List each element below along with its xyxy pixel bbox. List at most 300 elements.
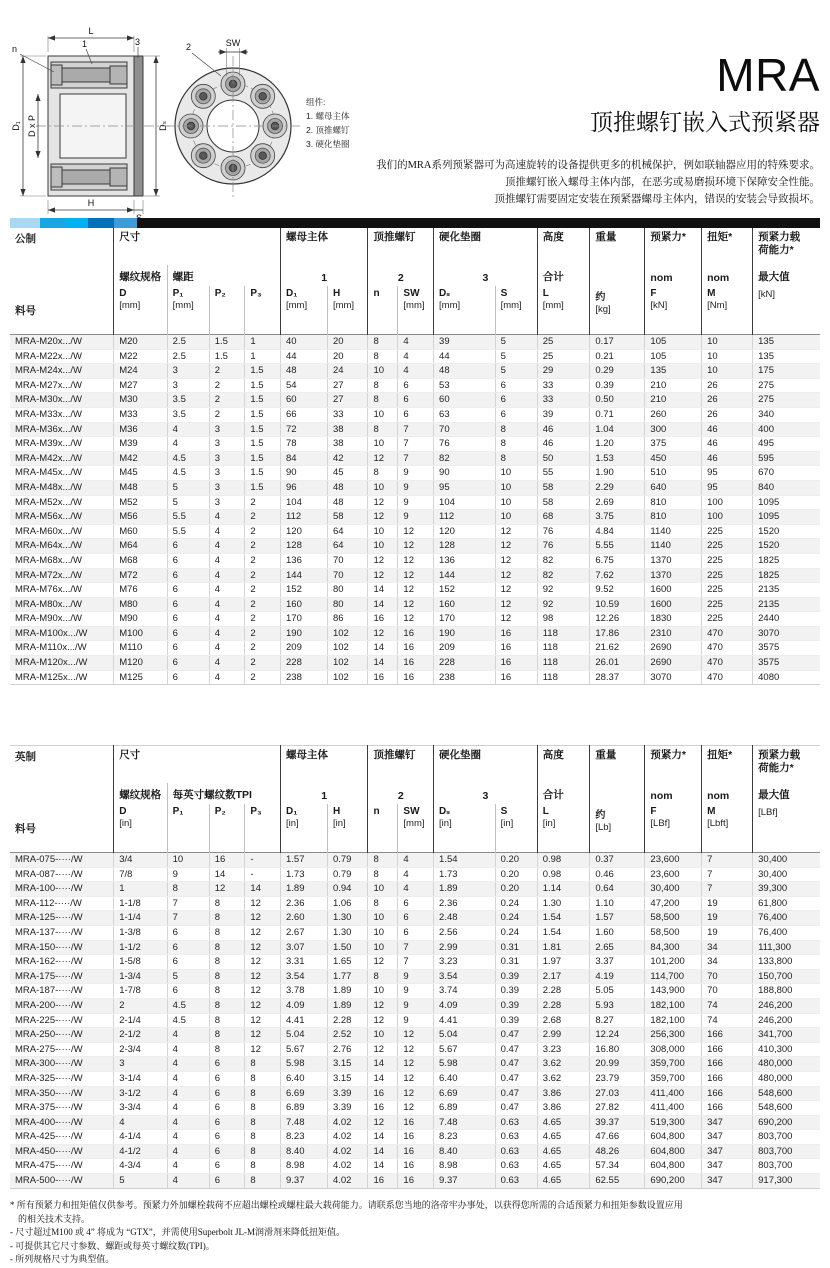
spec-value-cell: 246,200 <box>753 1013 820 1028</box>
spec-value-cell: 1.5 <box>245 422 281 437</box>
spec-value-cell: 238 <box>281 670 328 685</box>
spec-value-cell: 58 <box>537 480 590 495</box>
spec-value-cell: 10 <box>702 349 753 364</box>
spec-value-cell: 12 <box>398 1028 434 1043</box>
spec-value-cell: 112 <box>434 510 496 525</box>
imperial-table-section <box>10 745 820 1189</box>
spec-value-cell: 604,800 <box>645 1130 702 1145</box>
spec-value-cell: 101,200 <box>645 955 702 970</box>
table-row <box>10 1144 820 1159</box>
spec-value-cell: 2.48 <box>434 911 496 926</box>
spec-value-cell: 16 <box>398 1115 434 1130</box>
spec-value-cell: M52 <box>114 495 167 510</box>
accent-bar-segment <box>88 218 114 228</box>
spec-value-cell: 100 <box>702 495 753 510</box>
spec-value-cell: 5 <box>167 495 209 510</box>
spec-value-cell: 4 <box>209 656 245 671</box>
system-label-cell <box>10 746 114 853</box>
spec-value-cell: 5 <box>114 1174 167 1189</box>
spec-value-cell: 95 <box>702 466 753 481</box>
spec-value-cell: 39.37 <box>590 1115 645 1130</box>
spec-value-cell: 347 <box>702 1174 753 1189</box>
legend-title: 组件: <box>306 97 326 107</box>
accent-bar-segment <box>66 218 88 228</box>
spec-value-cell: 44 <box>434 349 496 364</box>
spec-value-cell: 48 <box>327 480 367 495</box>
spec-value-cell: 3.75 <box>590 510 645 525</box>
spec-value-cell: 2.67 <box>281 925 328 940</box>
spec-value-cell: 0.20 <box>495 882 537 897</box>
spec-value-cell: 0.21 <box>590 349 645 364</box>
spec-value-cell: 8.98 <box>434 1159 496 1174</box>
column-header: P₂ <box>209 804 245 853</box>
spec-value-cell: 480,000 <box>753 1071 820 1086</box>
description-line: 顶推螺钉需要固定安装在预紧器螺母主体内，错误的安装会导致损坏。 <box>494 193 820 205</box>
part-number-cell: MRA-112-····/W <box>10 896 114 911</box>
spec-value-cell: 34 <box>702 940 753 955</box>
part-number-cell: MRA-M45x.../W <box>10 466 114 481</box>
spec-value-cell: 58,500 <box>645 925 702 940</box>
spec-value-cell: 190 <box>434 626 496 641</box>
spec-value-cell: 188,800 <box>753 984 820 999</box>
table-row <box>10 524 820 539</box>
spec-value-cell: 33 <box>537 378 590 393</box>
spec-value-cell: 0.47 <box>495 1057 537 1072</box>
part-number-cell: MRA-M110x.../W <box>10 641 114 656</box>
spec-value-cell: 6.89 <box>434 1101 496 1116</box>
spec-value-cell: 6 <box>398 911 434 926</box>
spec-value-cell: 1095 <box>753 510 820 525</box>
spec-value-cell: 2 <box>245 553 281 568</box>
spec-value-cell: 0.63 <box>495 1159 537 1174</box>
part-number-cell: MRA-125-····/W <box>10 911 114 926</box>
footnote-line: - 所列规格尺寸为典型值。 <box>10 1254 115 1264</box>
spec-value-cell: 2.60 <box>281 911 328 926</box>
spec-value-cell: 114,700 <box>645 969 702 984</box>
spec-value-cell: 20.99 <box>590 1057 645 1072</box>
spec-value-cell: 90 <box>281 466 328 481</box>
column-group-header: 预紧力载 荷能力* <box>753 746 820 784</box>
spec-value-cell: 3 <box>167 378 209 393</box>
spec-value-cell: 39,300 <box>753 882 820 897</box>
spec-value-cell: 74 <box>702 1013 753 1028</box>
column-group-header: 高度 <box>537 228 590 265</box>
footnotes <box>10 1199 824 1267</box>
spec-value-cell: 2.69 <box>590 495 645 510</box>
spec-value-cell: 16 <box>368 1174 398 1189</box>
table-row <box>10 1042 820 1057</box>
spec-value-cell: 8 <box>245 1115 281 1130</box>
spec-value-cell: 12 <box>209 882 245 897</box>
column-subheader <box>590 783 645 804</box>
spec-value-cell: 604,800 <box>645 1144 702 1159</box>
spec-value-cell: 5.04 <box>281 1028 328 1043</box>
column-subheader <box>590 265 645 286</box>
spec-value-cell: 470 <box>702 626 753 641</box>
spec-value-cell: 2.29 <box>590 480 645 495</box>
spec-value-cell: 640 <box>645 480 702 495</box>
column-subheader: 最大值 <box>753 783 820 804</box>
spec-value-cell: 495 <box>753 437 820 452</box>
spec-value-cell: 10 <box>368 539 398 554</box>
legend-item: 1. 螺母主体 <box>306 111 350 122</box>
spec-value-cell: 20 <box>327 335 367 350</box>
spec-value-cell: 4.02 <box>327 1159 367 1174</box>
spec-value-cell: 3 <box>209 451 245 466</box>
spec-value-cell: 5 <box>495 364 537 379</box>
spec-value-cell: 34 <box>702 955 753 970</box>
spec-value-cell: 4 <box>167 422 209 437</box>
spec-value-cell: 12 <box>495 583 537 598</box>
spec-value-cell: 2690 <box>645 656 702 671</box>
spec-value-cell: 8.27 <box>590 1013 645 1028</box>
table-row <box>10 626 820 641</box>
spec-value-cell: 166 <box>702 1028 753 1043</box>
spec-value-cell: 0.31 <box>495 940 537 955</box>
table-row <box>10 393 820 408</box>
spec-value-cell: 0.24 <box>495 911 537 926</box>
spec-value-cell: 0.47 <box>495 1071 537 1086</box>
column-group-header: 顶推螺钉 <box>368 746 434 784</box>
column-group-header: 硬化垫圈 <box>434 746 538 784</box>
drawing-legend <box>306 95 349 151</box>
column-header: M [Lbft] <box>702 804 753 853</box>
spec-value-cell: 2.99 <box>434 940 496 955</box>
part-number-cell: MRA-M56x.../W <box>10 510 114 525</box>
spec-value-cell: 5.98 <box>434 1057 496 1072</box>
column-header: n <box>368 804 398 853</box>
spec-value-cell: 3.78 <box>281 984 328 999</box>
spec-value-cell: 1-1/4 <box>114 911 167 926</box>
spec-value-cell: M90 <box>114 612 167 627</box>
spec-value-cell: 0.79 <box>327 867 367 882</box>
spec-value-cell: 3.15 <box>327 1057 367 1072</box>
title-block <box>590 49 820 137</box>
table-row <box>10 597 820 612</box>
part-number-cell: MRA-250-····/W <box>10 1028 114 1043</box>
part-number-cell: MRA-275-····/W <box>10 1042 114 1057</box>
spec-value-cell: 410,300 <box>753 1042 820 1057</box>
spec-value-cell: 14 <box>368 1130 398 1145</box>
spec-value-cell: 1.5 <box>245 437 281 452</box>
part-number-cell: MRA-425-····/W <box>10 1130 114 1145</box>
spec-value-cell: M110 <box>114 641 167 656</box>
spec-value-cell: 70 <box>327 568 367 583</box>
spec-value-cell: 6 <box>209 1174 245 1189</box>
spec-value-cell: 9 <box>398 998 434 1013</box>
spec-value-cell: 1.73 <box>281 867 328 882</box>
table-row <box>10 940 820 955</box>
spec-value-cell: 0.79 <box>327 853 367 868</box>
spec-value-cell: 10 <box>368 940 398 955</box>
spec-value-cell: M45 <box>114 466 167 481</box>
spec-value-cell: 78 <box>281 437 328 452</box>
spec-value-cell: 2 <box>245 626 281 641</box>
table-row <box>10 925 820 940</box>
spec-value-cell: 16 <box>495 670 537 685</box>
spec-value-cell: 10 <box>167 853 209 868</box>
spec-value-cell: 7 <box>167 911 209 926</box>
spec-value-cell: 0.64 <box>590 882 645 897</box>
spec-value-cell: 275 <box>753 378 820 393</box>
column-header: [LBf] <box>753 804 820 853</box>
spec-value-cell: 8 <box>209 955 245 970</box>
spec-value-cell: 48 <box>327 495 367 510</box>
spec-value-cell: 8 <box>368 896 398 911</box>
spec-value-cell: 9 <box>398 969 434 984</box>
spec-value-cell: 8 <box>245 1159 281 1174</box>
part-number-cell: MRA-M22x.../W <box>10 349 114 364</box>
spec-value-cell: 26 <box>702 407 753 422</box>
spec-value-cell: 0.24 <box>495 925 537 940</box>
spec-value-cell: 48.26 <box>590 1144 645 1159</box>
part-number-cell: MRA-500-····/W <box>10 1174 114 1189</box>
column-subheader: nom <box>645 265 702 286</box>
metric-table-section <box>10 218 820 685</box>
spec-value-cell: 84 <box>281 451 328 466</box>
table-row <box>10 466 820 481</box>
table-row <box>10 641 820 656</box>
spec-value-cell: 12 <box>245 940 281 955</box>
spec-value-cell: 2 <box>114 998 167 1013</box>
spec-value-cell: 10 <box>368 984 398 999</box>
spec-value-cell: 72 <box>281 422 328 437</box>
table-row <box>10 670 820 685</box>
spec-value-cell: 4 <box>167 1115 209 1130</box>
spec-value-cell: 14 <box>368 1144 398 1159</box>
spec-value-cell: 210 <box>645 393 702 408</box>
spec-value-cell: 170 <box>281 612 328 627</box>
spec-value-cell: M48 <box>114 480 167 495</box>
spec-value-cell: 3575 <box>753 656 820 671</box>
spec-table-imperial <box>10 745 820 1189</box>
spec-value-cell: 166 <box>702 1057 753 1072</box>
spec-value-cell: 6 <box>209 1159 245 1174</box>
part-number-cell: MRA-M68x.../W <box>10 553 114 568</box>
spec-value-cell: 3.54 <box>434 969 496 984</box>
spec-value-cell: 347 <box>702 1130 753 1145</box>
spec-value-cell: 118 <box>537 641 590 656</box>
part-number-cell: MRA-M30x.../W <box>10 393 114 408</box>
spec-value-cell: 6 <box>167 612 209 627</box>
spec-value-cell: 118 <box>537 626 590 641</box>
spec-value-cell: 6 <box>167 670 209 685</box>
spec-value-cell: 46 <box>537 422 590 437</box>
spec-value-cell: 9.37 <box>434 1174 496 1189</box>
spec-value-cell: 46 <box>537 437 590 452</box>
spec-value-cell: 1600 <box>645 583 702 598</box>
column-subheader: 螺距 <box>167 265 280 286</box>
spec-value-cell: 3 <box>209 480 245 495</box>
spec-value-cell: 2 <box>245 510 281 525</box>
spec-value-cell: 12 <box>245 984 281 999</box>
spec-value-cell: 76 <box>537 539 590 554</box>
spec-value-cell: 6 <box>209 1115 245 1130</box>
spec-value-cell: 2440 <box>753 612 820 627</box>
table-row <box>10 480 820 495</box>
spec-value-cell: 16 <box>368 670 398 685</box>
spec-value-cell: 30,400 <box>753 867 820 882</box>
spec-value-cell: 150,700 <box>753 969 820 984</box>
table-row <box>10 568 820 583</box>
spec-value-cell: 347 <box>702 1159 753 1174</box>
spec-value-cell: 10 <box>495 466 537 481</box>
spec-value-cell: M36 <box>114 422 167 437</box>
table-row <box>10 612 820 627</box>
spec-value-cell: 96 <box>281 480 328 495</box>
spec-value-cell: 1.54 <box>537 925 590 940</box>
column-group-header: 扭矩* <box>702 746 753 784</box>
spec-value-cell: 16 <box>398 641 434 656</box>
spec-value-cell: 4.19 <box>590 969 645 984</box>
column-group-header: 顶推螺钉 <box>368 228 434 265</box>
column-group-header: 硬化垫圈 <box>434 228 538 265</box>
column-header: S [mm] <box>495 286 537 335</box>
spec-value-cell: 6.40 <box>434 1071 496 1086</box>
spec-value-cell: 803,700 <box>753 1159 820 1174</box>
spec-value-cell: 480,000 <box>753 1057 820 1072</box>
spec-value-cell: 2.68 <box>537 1013 590 1028</box>
spec-value-cell: 10 <box>495 480 537 495</box>
spec-value-cell: 23,600 <box>645 867 702 882</box>
spec-value-cell: 9 <box>398 466 434 481</box>
spec-value-cell: 2690 <box>645 641 702 656</box>
spec-value-cell: 4.5 <box>167 1013 209 1028</box>
spec-value-cell: 21.62 <box>590 641 645 656</box>
spec-value-cell: 95 <box>702 480 753 495</box>
spec-value-cell: 260 <box>645 407 702 422</box>
spec-value-cell: 3.23 <box>537 1042 590 1057</box>
spec-value-cell: M68 <box>114 553 167 568</box>
spec-value-cell: 58 <box>327 510 367 525</box>
part-number-cell: MRA-350-····/W <box>10 1086 114 1101</box>
spec-value-cell: 76 <box>434 437 496 452</box>
spec-value-cell: 27 <box>327 378 367 393</box>
spec-value-cell: 8 <box>167 882 209 897</box>
spec-value-cell: 6 <box>398 378 434 393</box>
spec-value-cell: 8 <box>209 896 245 911</box>
spec-value-cell: 225 <box>702 597 753 612</box>
spec-value-cell: 6 <box>209 1130 245 1145</box>
spec-value-cell: 27 <box>327 393 367 408</box>
spec-value-cell: 42 <box>327 451 367 466</box>
spec-value-cell: 3.07 <box>281 940 328 955</box>
spec-value-cell: 1.06 <box>327 896 367 911</box>
spec-value-cell: 6 <box>167 597 209 612</box>
column-header: 约 [kg] <box>590 286 645 335</box>
spec-value-cell: 12 <box>398 539 434 554</box>
spec-value-cell: 7 <box>398 940 434 955</box>
spec-value-cell: 3.23 <box>434 955 496 970</box>
spec-value-cell: 0.46 <box>590 867 645 882</box>
spec-value-cell: 3070 <box>645 670 702 685</box>
spec-value-cell: 48 <box>281 364 328 379</box>
column-header: L [mm] <box>537 286 590 335</box>
spec-value-cell: 1.53 <box>590 451 645 466</box>
spec-value-cell: 519,300 <box>645 1115 702 1130</box>
spec-value-cell: 14 <box>368 641 398 656</box>
spec-value-cell: 12 <box>495 612 537 627</box>
spec-value-cell: 1370 <box>645 568 702 583</box>
spec-value-cell: 5.04 <box>434 1028 496 1043</box>
spec-value-cell: 12 <box>495 597 537 612</box>
spec-value-cell: 3/4 <box>114 853 167 868</box>
spec-value-cell: 62.55 <box>590 1174 645 1189</box>
spec-value-cell: 16 <box>398 1159 434 1174</box>
spec-value-cell: 10 <box>368 480 398 495</box>
part-number-column-label: 料号 <box>15 305 36 317</box>
spec-value-cell: 76 <box>537 524 590 539</box>
column-header: [kN] <box>753 286 820 335</box>
spec-value-cell: 6 <box>209 1071 245 1086</box>
spec-value-cell: 1 <box>245 335 281 350</box>
table-row <box>10 882 820 897</box>
spec-value-cell: 3-1/2 <box>114 1086 167 1101</box>
spec-value-cell: 1.89 <box>327 998 367 1013</box>
spec-value-cell: 14 <box>368 583 398 598</box>
spec-value-cell: 112 <box>281 510 328 525</box>
spec-value-cell: 1.57 <box>281 853 328 868</box>
table-row <box>10 896 820 911</box>
spec-value-cell: 5 <box>495 349 537 364</box>
spec-value-cell: 60 <box>281 393 328 408</box>
spec-value-cell: 1.20 <box>590 437 645 452</box>
spec-value-cell: 182,100 <box>645 998 702 1013</box>
spec-value-cell: 2135 <box>753 597 820 612</box>
spec-value-cell: 47,200 <box>645 896 702 911</box>
column-subheader: 3 <box>434 783 538 804</box>
spec-value-cell: 3 <box>209 422 245 437</box>
spec-value-cell: 347 <box>702 1144 753 1159</box>
column-group-header: 尺寸 <box>114 228 281 265</box>
spec-value-cell: 3 <box>209 466 245 481</box>
spec-value-cell: 12 <box>368 1115 398 1130</box>
part-number-cell: MRA-375-····/W <box>10 1101 114 1116</box>
spec-value-cell: 82 <box>537 553 590 568</box>
spec-value-cell: 4 <box>398 882 434 897</box>
spec-value-cell: 30,400 <box>753 853 820 868</box>
spec-value-cell: 8.23 <box>281 1130 328 1145</box>
spec-value-cell: 359,700 <box>645 1071 702 1086</box>
spec-value-cell: 4 <box>209 539 245 554</box>
spec-value-cell: 170 <box>434 612 496 627</box>
spec-value-cell: 58 <box>537 495 590 510</box>
spec-value-cell: 76,400 <box>753 925 820 940</box>
spec-value-cell: 3.54 <box>281 969 328 984</box>
footnote-line: 的相关技术支持。 <box>18 1213 91 1224</box>
spec-value-cell: 16 <box>398 670 434 685</box>
spec-value-cell: 7 <box>398 955 434 970</box>
spec-value-cell: 225 <box>702 612 753 627</box>
spec-value-cell: 144 <box>434 568 496 583</box>
spec-value-cell: 102 <box>327 656 367 671</box>
spec-value-cell: 4 <box>209 583 245 598</box>
spec-value-cell: M125 <box>114 670 167 685</box>
spec-value-cell: 12 <box>245 1013 281 1028</box>
spec-value-cell: M24 <box>114 364 167 379</box>
spec-value-cell: 0.20 <box>495 853 537 868</box>
spec-value-cell: 4080 <box>753 670 820 685</box>
spec-value-cell: 3-3/4 <box>114 1101 167 1116</box>
column-header: M [Nm] <box>702 286 753 335</box>
part-label-3: 3 <box>135 37 141 47</box>
table-row <box>10 510 820 525</box>
spec-value-cell: 0.63 <box>495 1130 537 1145</box>
spec-value-cell: 2.65 <box>590 940 645 955</box>
spec-value-cell: 7.62 <box>590 568 645 583</box>
spec-value-cell: 19 <box>702 896 753 911</box>
column-header: D₁ [in] <box>281 804 328 853</box>
